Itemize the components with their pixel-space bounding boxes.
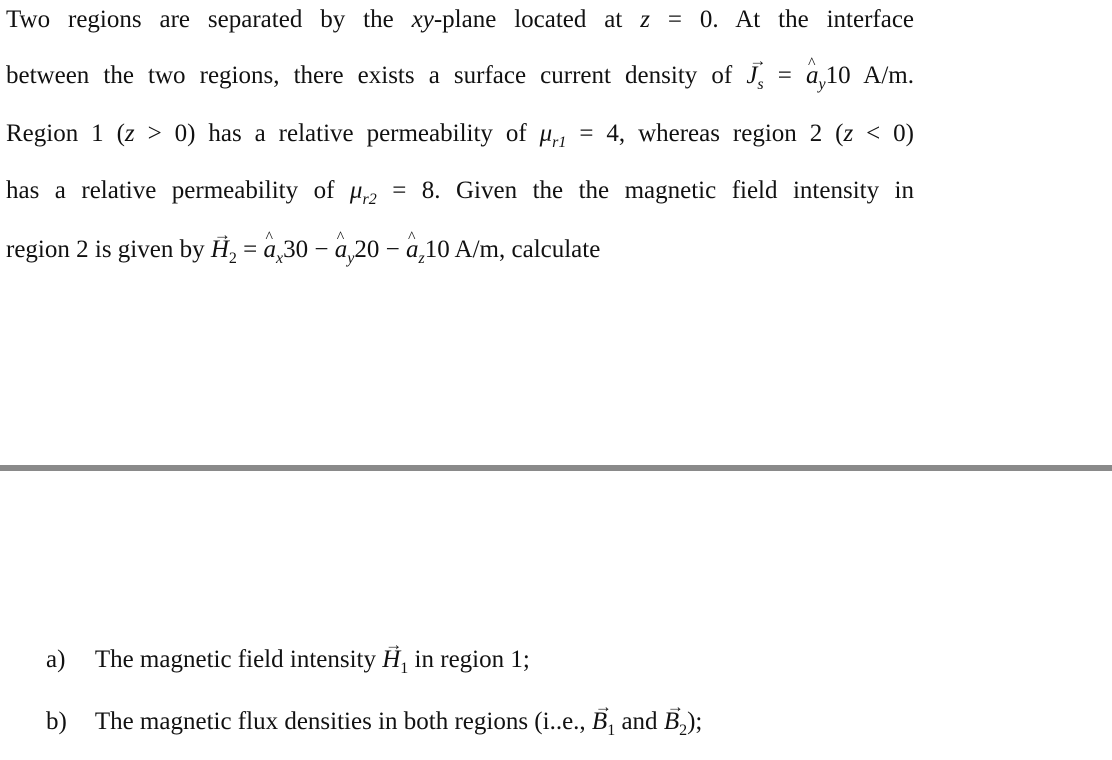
- part-label: a): [46, 646, 66, 673]
- region1-condition: Region 1 (z > 0): [6, 120, 196, 147]
- text-segment: region 2 is given by: [6, 236, 205, 263]
- math-mu-r2: $\mu_{r2} = 8$.: [349, 177, 441, 208]
- text-segment: At the interface: [735, 6, 915, 33]
- problem-line-5: [6, 230, 914, 270]
- math-mu-r1: $\mu_{r1} = 4$,: [539, 120, 626, 151]
- vector-j: → J: [746, 56, 757, 96]
- text-segment: has a relative permeability of: [208, 120, 527, 147]
- problem-line-4: [6, 171, 914, 211]
- question-part-a: a) The magnetic field intensity → $H_1$ in region 1;: [46, 640, 530, 680]
- problem-line-1: [6, 0, 914, 40]
- question-part-b: b) The magnetic flux densities in both regions (i..e., → $B_1$ and → $B_2$);: [46, 702, 702, 742]
- unit-vector-ay: ^ a: [335, 230, 348, 270]
- unit-vector-az: ^ a: [406, 230, 419, 270]
- region2-condition: whereas region 2 (z < 0): [638, 120, 914, 147]
- unit-vector-ax: ^ a: [264, 230, 277, 270]
- math-z-equals-0: z = 0.: [640, 6, 719, 33]
- vector-h1: → H: [382, 640, 400, 680]
- text-segment: between the two regions, there exists a surface current density of: [6, 62, 733, 89]
- part-text: and: [621, 708, 658, 735]
- math-h2-expression: → $H_2$ = ^ $a_x30$ − ^ $a_y20$ − ^ $a_z10$ A/m, calculate: [211, 236, 600, 263]
- vector-h: → H: [211, 230, 229, 270]
- text-segment: has a relative permeability of: [6, 177, 335, 204]
- vector-b1: → B: [592, 702, 607, 742]
- text-segment: Given the the magnetic field intensity in: [456, 177, 915, 204]
- math-xy: xy-plane located at: [411, 6, 623, 33]
- part-text: The magnetic flux densities in both regions (i..e.,: [94, 708, 586, 735]
- text-segment: Two regions are separated by the: [6, 6, 394, 33]
- part-text: in region 1;: [414, 646, 530, 673]
- problem-line-2: [6, 56, 914, 96]
- part-label: b): [46, 708, 67, 735]
- unit-vector-a: ^ a: [806, 56, 819, 96]
- vector-b2: → B: [664, 702, 679, 742]
- section-divider: [0, 465, 1112, 471]
- part-text: The magnetic field intensity: [94, 646, 376, 673]
- part-text: );: [687, 708, 703, 735]
- math-surface-current: → $J_s$ = ^ $a_y10$ A/m.: [746, 62, 914, 89]
- problem-line-3: [6, 114, 914, 154]
